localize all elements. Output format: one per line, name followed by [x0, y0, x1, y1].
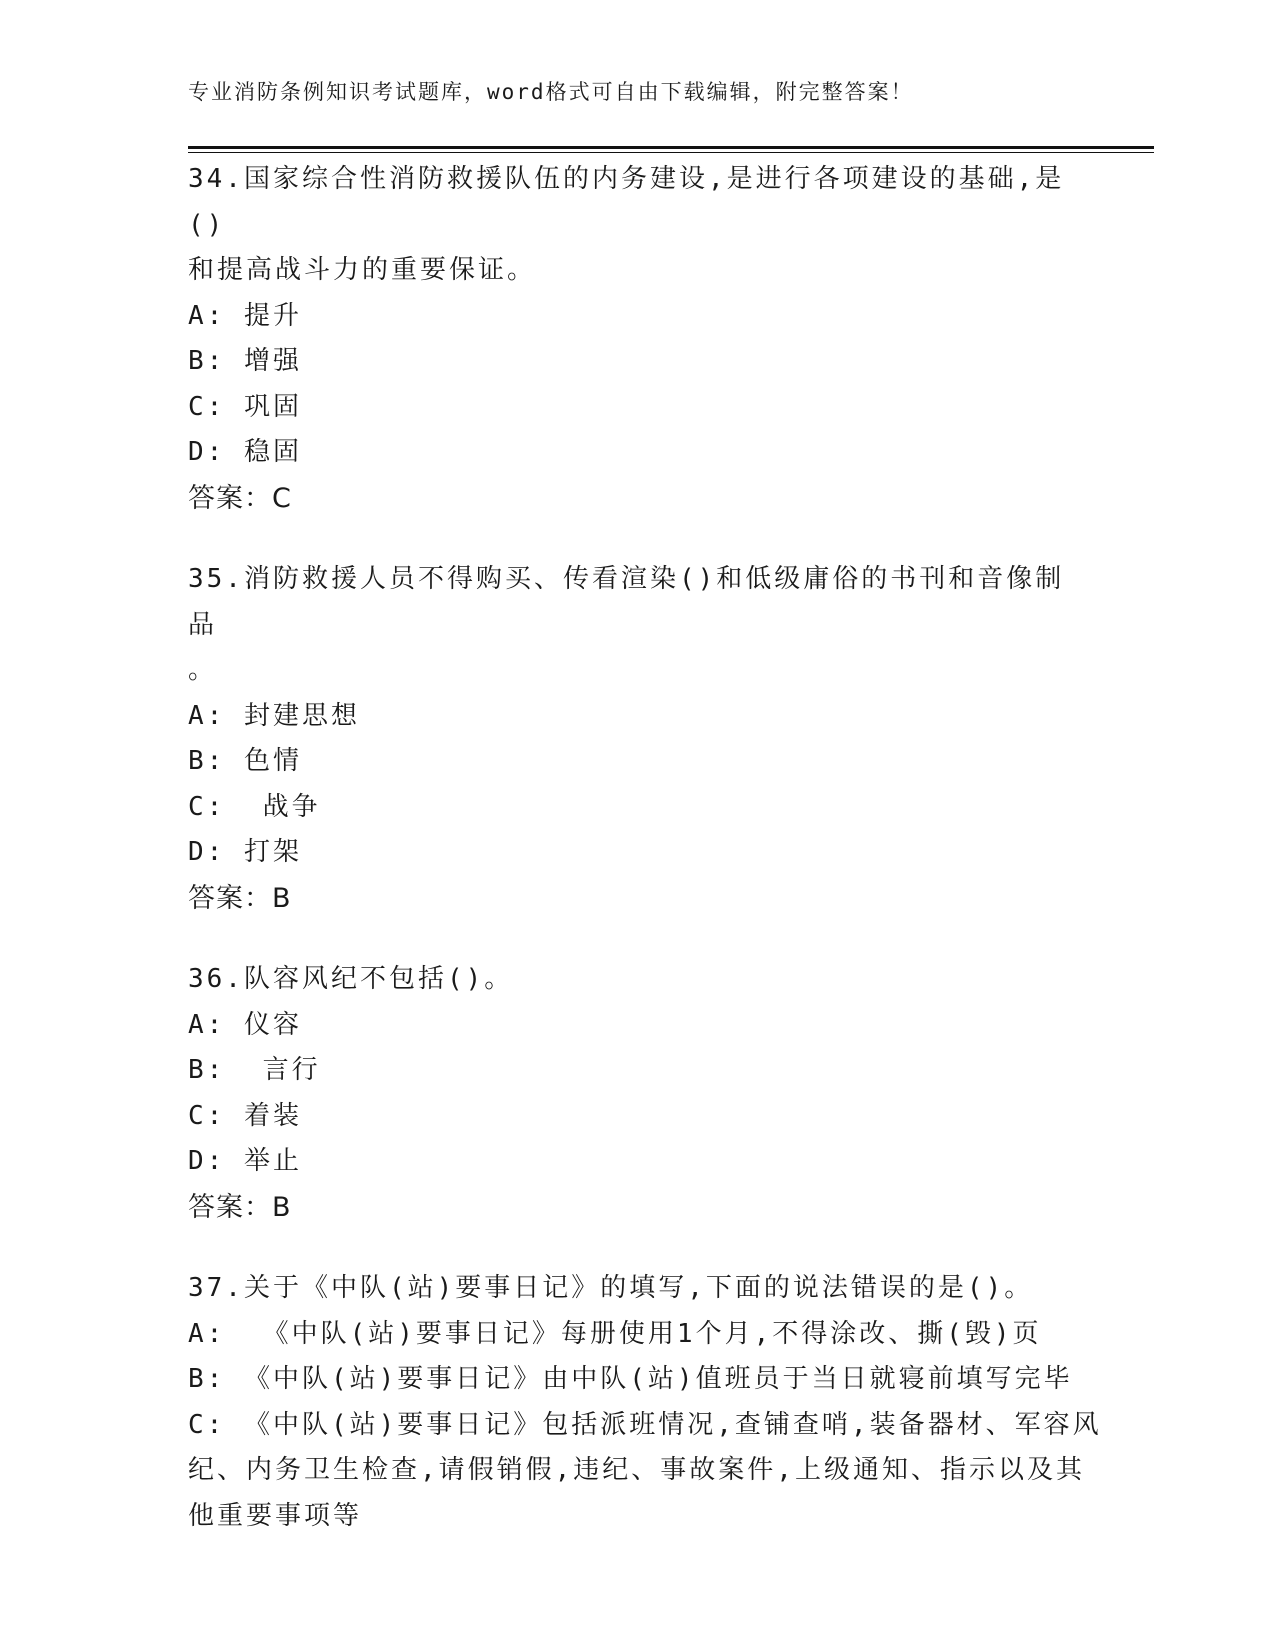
option-a: A: 封建思想: [188, 700, 360, 731]
question-stem: 37.关于《中队(站)要事日记》的填写,下面的说法错误的是()。: [188, 1273, 1034, 1303]
question-stem: 。: [188, 655, 218, 685]
header-rule-thick: [188, 146, 1154, 149]
option-a: A: 仪容: [188, 1009, 302, 1040]
question-35: [188, 557, 1088, 921]
header-rule-thin: [188, 152, 1154, 153]
option-a: A: 《中队(站)要事日记》每册使用1个月,不得涂改、撕(毁)页: [188, 1318, 1042, 1349]
question-stem: 35.消防救援人员不得购买、传看渲染()和低级庸俗的书刊和音像制品: [188, 564, 1065, 640]
option-c: C: 巩固: [188, 391, 302, 422]
answer-line: 答案：B: [188, 882, 292, 914]
option-b: B: 增强: [188, 346, 302, 376]
question-34: [188, 157, 1088, 521]
option-a: A: 提升: [188, 300, 302, 331]
option-d: D: 举止: [188, 1146, 302, 1176]
answer-line: 答案：C: [188, 482, 292, 514]
option-b: B: 色情: [188, 746, 302, 776]
option-b: B: 言行: [188, 1055, 321, 1085]
option-c: C: 着装: [188, 1100, 302, 1131]
option-c-continued: 他重要事项等: [188, 1500, 363, 1531]
question-stem: 34.国家综合性消防救援队伍的内务建设,是进行各项建设的基础,是(): [188, 164, 1065, 240]
page-header: 专业消防条例知识考试题库，word格式可自由下载编辑，附完整答案！: [188, 80, 914, 104]
option-d: D: 打架: [188, 837, 302, 867]
question-stem: 36.队容风纪不包括()。: [188, 964, 514, 994]
option-c: C: 战争: [188, 791, 321, 822]
option-c-continued: 纪、内务卫生检查,请假销假,违纪、事故案件,上级通知、指示以及其: [188, 1455, 1085, 1485]
option-c: C: 《中队(站)要事日记》包括派班情况,查铺查哨,装备器材、军容风: [188, 1409, 1102, 1440]
question-stem: 和提高战斗力的重要保证。: [188, 255, 537, 285]
question-37: [188, 1266, 1102, 1539]
option-b: B: 《中队(站)要事日记》由中队(站)值班员于当日就寝前填写完毕: [188, 1364, 1073, 1394]
option-d: D: 稳固: [188, 437, 302, 467]
question-36: [188, 957, 1088, 1230]
answer-line: 答案：B: [188, 1191, 292, 1223]
question-list: [188, 157, 1102, 1575]
